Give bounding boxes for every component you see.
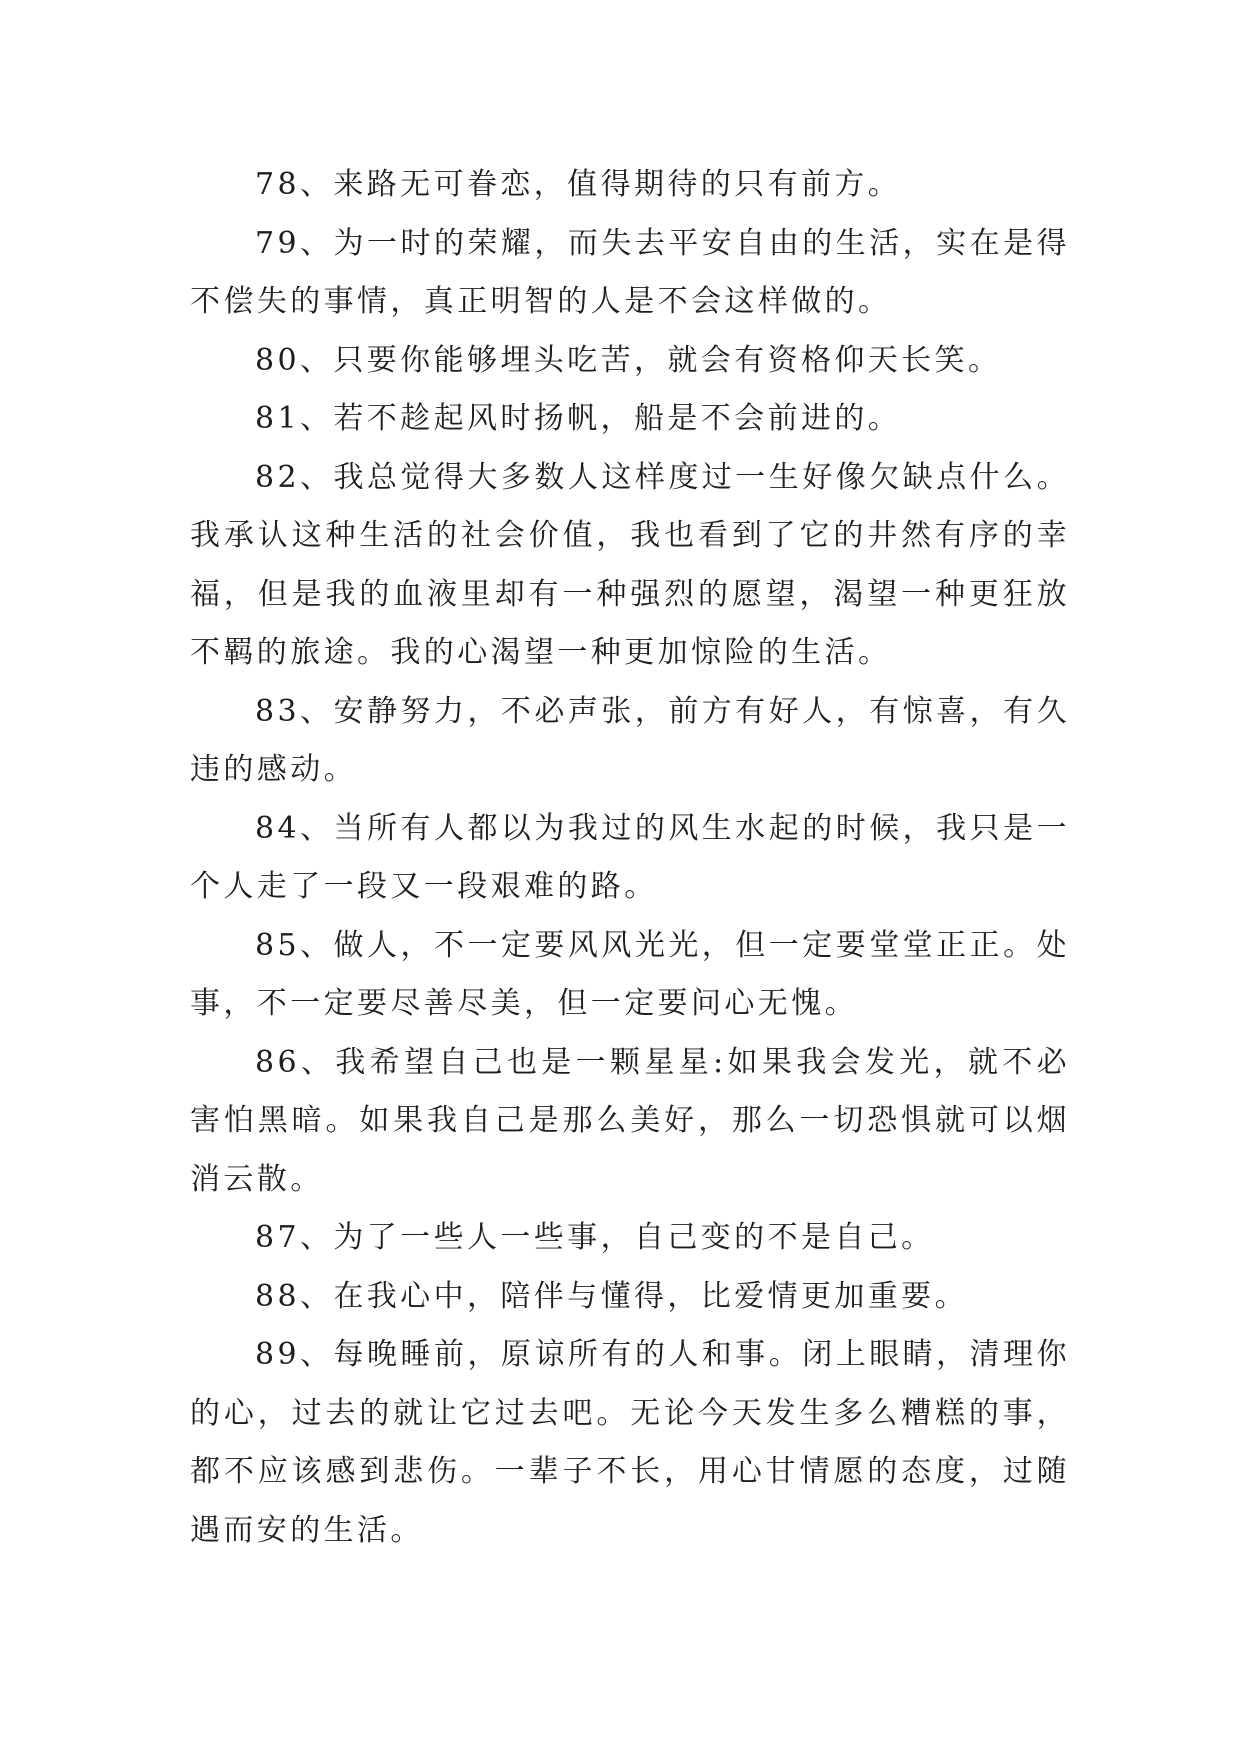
paragraph-79: 79、为一时的荣耀，而失去平安自由的生活，实在是得不偿失的事情，真正明智的人是不会这样做的。: [190, 225, 1070, 319]
paragraph-88: 88、在我心中，陪伴与懂得，比爱情更加重要。: [255, 1278, 968, 1314]
paragraph-89: 89、每晚睡前，原谅所有的人和事。闭上眼睛，清理你的心，过去的就让它过去吧。无论今天发生多么糟糕的事，都不应该感到悲伤。一辈子不长，用心甘情愿的态度，过随遇而安的生活。: [190, 1337, 1070, 1548]
paragraph-80: 80、只要你能够埋头吃苦，就会有资格仰天长笑。: [255, 342, 1002, 378]
paragraph-85: 85、做人，不一定要风风光光，但一定要堂堂正正。处事，不一定要尽善尽美，但一定要问心无愧。: [190, 927, 1070, 1021]
document-body: [190, 156, 1070, 1560]
paragraph-86: 86、我希望自己也是一颗星星:如果我会发光，就不必害怕黑暗。如果我自己是那么美好，那么一切恐惧就可以烟消云散。: [190, 1044, 1070, 1197]
paragraph-83: 83、安静努力，不必声张，前方有好人，有惊喜，有久违的感动。: [190, 693, 1070, 787]
paragraph-78: 78、来路无可眷恋，值得期待的只有前方。: [255, 167, 902, 202]
paragraph-81: 81、若不趁起风时扬帆，船是不会前进的。: [255, 401, 902, 436]
paragraph-84: 84、当所有人都以为我过的风生水起的时候，我只是一个人走了一段又一段艰难的路。: [190, 810, 1070, 904]
paragraph-82: 82、我总觉得大多数人这样度过一生好像欠缺点什么。我承认这种生活的社会价值，我也看到了它的井然有序的幸福，但是我的血液里却有一种强烈的愿望，渴望一种更狂放不羁的旅途。我的心渴望一种更加惊险的生活。: [190, 459, 1070, 670]
paragraph-87: 87、为了一些人一些事，自己变的不是自己。: [255, 1220, 935, 1255]
